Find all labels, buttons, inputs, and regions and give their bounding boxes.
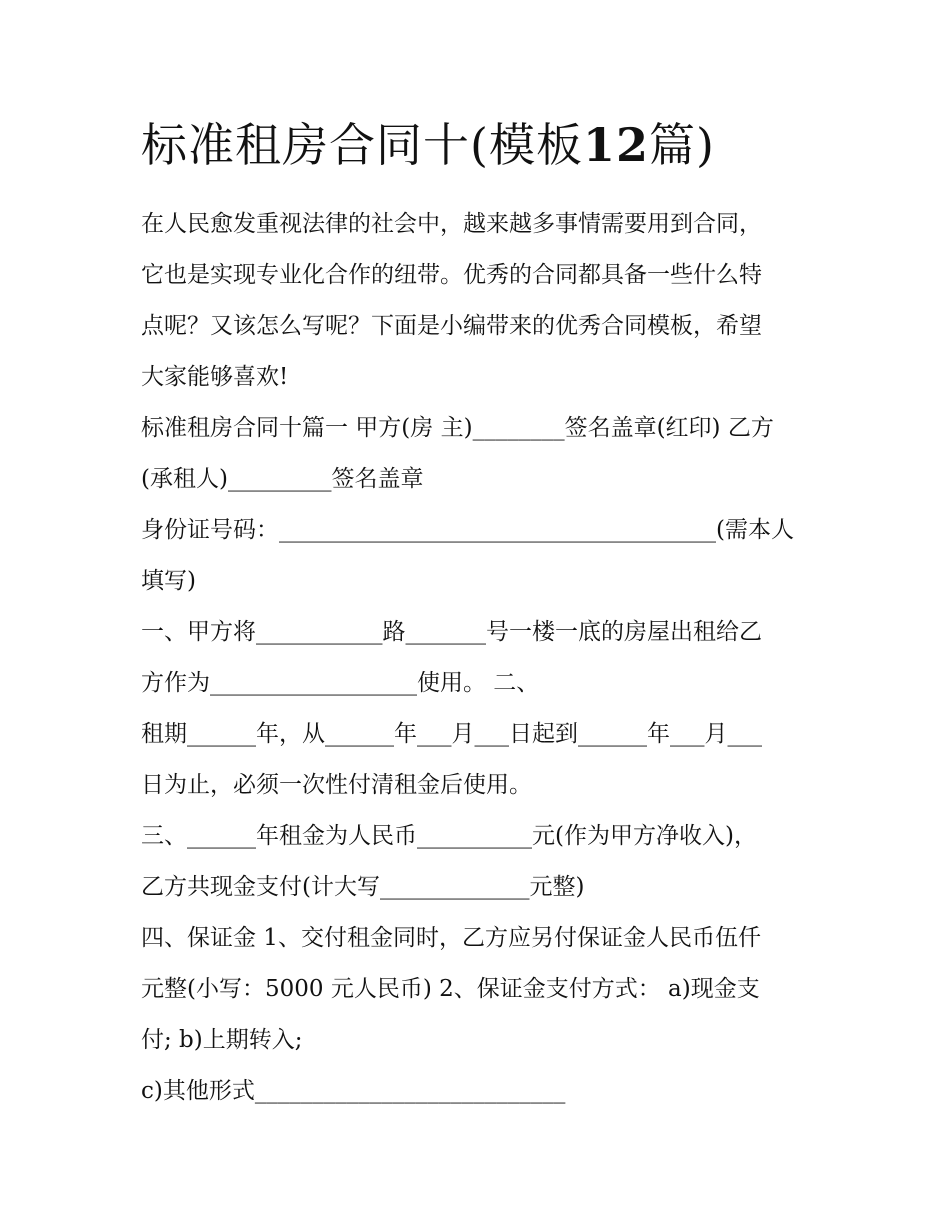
- body-line: 四、保证金 1、交付租金同时，乙方应另付保证金人民币伍仟: [141, 925, 761, 951]
- body-line: 乙方共现金支付(计大写_____________元整): [141, 874, 585, 900]
- body-line: 身份证号码：______________________________________(需本人: [141, 517, 794, 543]
- body-line: 一、甲方将___________路_______号一楼一底的房屋出租给乙: [141, 619, 762, 645]
- body-line: 大家能够喜欢!: [141, 364, 289, 390]
- body-line: c)其他形式___________________________: [141, 1078, 566, 1104]
- body-line: 日为止，必须一次性付清租金后使用。: [141, 772, 532, 798]
- body-line: 填写): [141, 568, 196, 594]
- body-line: 在人民愈发重视法律的社会中，越来越多事情需要用到合同，: [141, 211, 762, 237]
- body-line: 标准租房合同十篇一 甲方(房 主)________签名盖章(红印) 乙方: [141, 415, 774, 441]
- title-suffix: 篇): [648, 118, 715, 172]
- body-line: 付; b)上期转入;: [141, 1027, 303, 1053]
- title-prefix: 标准租房合同十(模板: [141, 118, 583, 172]
- title-number: 12: [582, 118, 649, 172]
- body-line: 方作为__________________使用。 二、: [141, 670, 540, 696]
- body-line: 它也是实现专业化合作的纽带。优秀的合同都具备一些什么特: [141, 262, 762, 288]
- document-title: [141, 113, 861, 177]
- body-line: 点呢？又该怎么写呢？下面是小编带来的优秀合同模板，希望: [141, 313, 762, 339]
- body-line: 三、______年租金为人民币__________元(作为甲方净收入)，: [141, 823, 757, 849]
- body-line: (承租人)_________签名盖章: [141, 466, 424, 492]
- body-line: 元整(小写：5000 元人民币) 2、保证金支付方式： a)现金支: [141, 976, 760, 1002]
- body-line: 租期______年，从______年___月___日起到______年___月___: [141, 721, 762, 747]
- document-body: [141, 199, 821, 1117]
